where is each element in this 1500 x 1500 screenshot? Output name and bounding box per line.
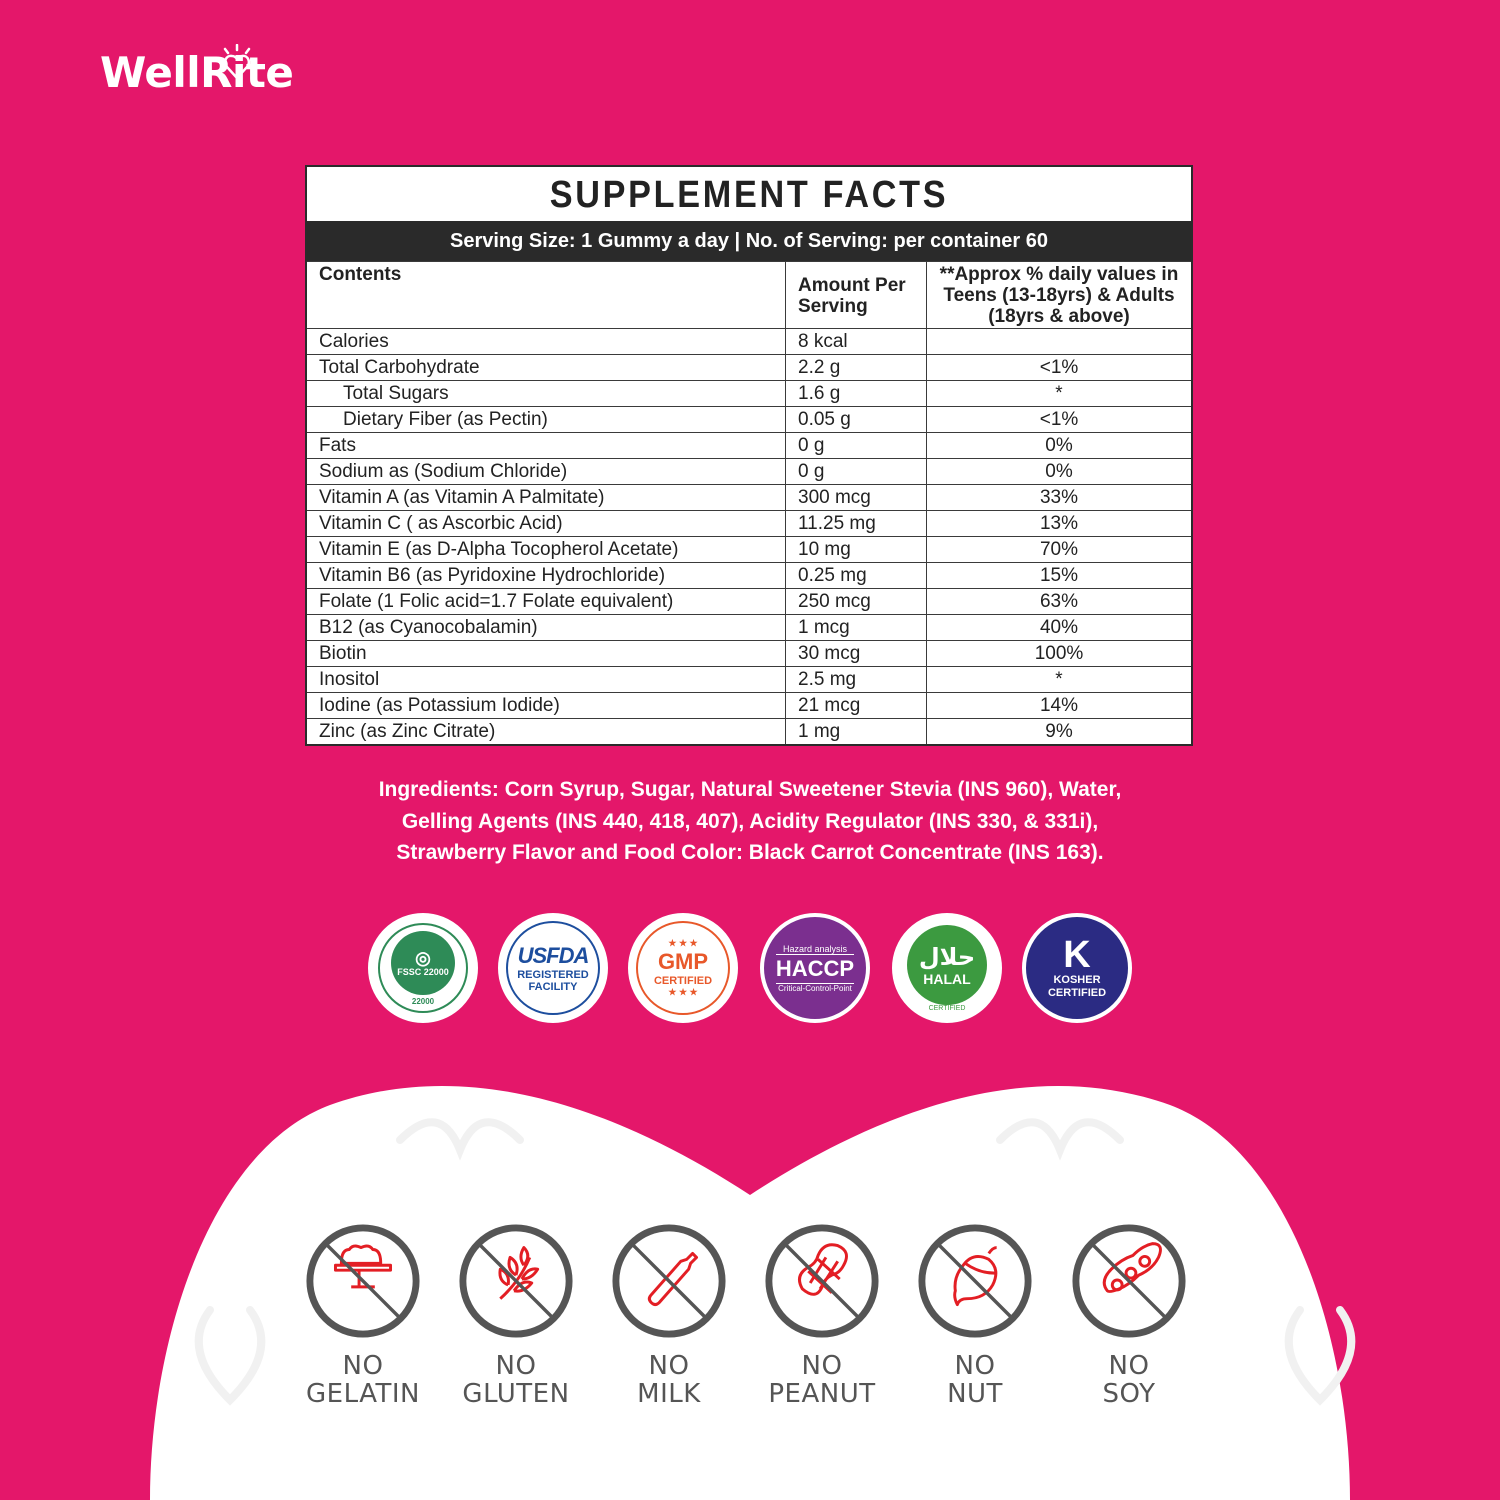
- allergen-label-line1: NO: [495, 1351, 537, 1381]
- nutrient-amount: 1.6 g: [786, 381, 927, 407]
- allergen-label-line2: PEANUT: [768, 1379, 876, 1409]
- kosher-badge: K KOSHER CERTIFIED: [1022, 913, 1132, 1023]
- allergen-item-nut: [910, 1222, 1040, 1408]
- nutrient-name: Vitamin C ( as Ascorbic Acid): [307, 511, 786, 537]
- star-icon: ★ ★ ★: [668, 938, 698, 948]
- table-row: [307, 563, 1191, 589]
- table-row: [307, 719, 1191, 745]
- allergen-label-line2: SOY: [1102, 1379, 1156, 1409]
- halal-badge: حلال HALAL CERTIFIED: [892, 913, 1002, 1023]
- allergen-label-line2: MILK: [637, 1379, 701, 1409]
- star-icon: ★ ★ ★: [668, 987, 698, 997]
- nutrient-amount: 300 mcg: [786, 485, 927, 511]
- nutrient-daily-value: *: [927, 381, 1192, 407]
- nutrient-daily-value: <1%: [927, 407, 1192, 433]
- nutrient-daily-value: 14%: [927, 693, 1192, 719]
- table-row: [307, 693, 1191, 719]
- allergen-label-line2: GELATIN: [306, 1379, 420, 1409]
- allergen-label-line1: NO: [648, 1351, 690, 1381]
- nutrient-name: Vitamin B6 (as Pyridoxine Hydrochloride): [307, 563, 786, 589]
- table-row: [307, 615, 1191, 641]
- nutrient-amount: 0 g: [786, 433, 927, 459]
- header-daily-value: **Approx % daily values in Teens (13-18yrs) & Adults (18yrs & above): [927, 262, 1192, 329]
- no-milk-icon: [610, 1222, 728, 1340]
- certification-badges: [368, 913, 1134, 1025]
- nutrient-name: B12 (as Cyanocobalamin): [307, 615, 786, 641]
- nutrient-amount: 8 kcal: [786, 329, 927, 355]
- nutrient-daily-value: <1%: [927, 355, 1192, 381]
- nutrient-daily-value: [927, 329, 1192, 355]
- ingredients-line: Strawberry Flavor and Food Color: Black Carrot Concentrate (INS 163).: [396, 841, 1104, 864]
- allergen-label-line1: NO: [801, 1351, 843, 1381]
- nutrient-daily-value: 13%: [927, 511, 1192, 537]
- allergen-item-gluten: [451, 1222, 581, 1408]
- nutrient-amount: 1 mg: [786, 719, 927, 745]
- nutrient-amount: 2.5 mg: [786, 667, 927, 693]
- haccp-badge: Hazard analysis HACCP Critical-Control-Point: [760, 913, 870, 1023]
- table-header-row: [307, 262, 1191, 329]
- no-soy-icon: [1070, 1222, 1188, 1340]
- no-gluten-icon: [457, 1222, 575, 1340]
- table-row: [307, 329, 1191, 355]
- allergen-label-line1: NO: [342, 1351, 384, 1381]
- nutrient-amount: 1 mcg: [786, 615, 927, 641]
- nutrient-name: Folate (1 Folic acid=1.7 Folate equivalent): [307, 589, 786, 615]
- table-row: [307, 641, 1191, 667]
- gmp-badge: ★ ★ ★ GMP CERTIFIED ★ ★ ★: [628, 913, 738, 1023]
- fssc-badge: ◎ FSSC 22000 22000: [368, 913, 478, 1023]
- nutrient-daily-value: 9%: [927, 719, 1192, 745]
- leaf-globe-icon: ◎: [415, 947, 431, 968]
- table-row: [307, 381, 1191, 407]
- supplement-facts-panel: [305, 165, 1193, 746]
- allergen-item-milk: [604, 1222, 734, 1408]
- nutrient-amount: 10 mg: [786, 537, 927, 563]
- allergen-label-line1: NO: [1108, 1351, 1150, 1381]
- nutrient-daily-value: 0%: [927, 433, 1192, 459]
- table-row: [307, 589, 1191, 615]
- nutrient-amount: 21 mcg: [786, 693, 927, 719]
- facts-title: SUPPLEMENT FACTS: [549, 174, 949, 216]
- no-gelatin-icon: [304, 1222, 422, 1340]
- header-contents: Contents: [307, 262, 786, 329]
- nutrient-amount: 0 g: [786, 459, 927, 485]
- brand-name: WellRite: [100, 48, 294, 97]
- nutrient-name: Calories: [307, 329, 786, 355]
- heart-sparkle-icon: [214, 44, 260, 84]
- table-row: [307, 667, 1191, 693]
- serving-size-bar: Serving Size: 1 Gummy a day | No. of Serving: per container 60: [307, 221, 1191, 261]
- nutrient-daily-value: 70%: [927, 537, 1192, 563]
- nutrient-name: Vitamin E (as D-Alpha Tocopherol Acetate): [307, 537, 786, 563]
- table-row: [307, 537, 1191, 563]
- nutrient-name: Total Sugars: [307, 381, 786, 407]
- allergen-label-line1: NO: [954, 1351, 996, 1381]
- nutrient-name: Vitamin A (as Vitamin A Palmitate): [307, 485, 786, 511]
- table-row: [307, 407, 1191, 433]
- table-row: [307, 511, 1191, 537]
- allergen-label-line2: GLUTEN: [462, 1379, 570, 1409]
- nutrient-name: Iodine (as Potassium Iodide): [307, 693, 786, 719]
- table-row: [307, 459, 1191, 485]
- nutrient-daily-value: *: [927, 667, 1192, 693]
- header-amount: Amount Per Serving: [786, 262, 927, 329]
- table-row: [307, 485, 1191, 511]
- nutrition-table: [307, 261, 1191, 744]
- nutrient-name: Total Carbohydrate: [307, 355, 786, 381]
- usfda-badge: USFDA REGISTERED FACILITY: [498, 913, 608, 1023]
- nutrient-amount: 250 mcg: [786, 589, 927, 615]
- nutrient-name: Biotin: [307, 641, 786, 667]
- brand-logo: [100, 48, 293, 97]
- nutrient-amount: 11.25 mg: [786, 511, 927, 537]
- nutrient-daily-value: 40%: [927, 615, 1192, 641]
- allergen-item-soy: [1064, 1222, 1194, 1408]
- nutrient-daily-value: 15%: [927, 563, 1192, 589]
- allergen-label-line2: NUT: [947, 1379, 1003, 1409]
- nutrient-name: Inositol: [307, 667, 786, 693]
- nutrient-daily-value: 0%: [927, 459, 1192, 485]
- nutrient-name: Zinc (as Zinc Citrate): [307, 719, 786, 745]
- nutrient-name: Sodium as (Sodium Chloride): [307, 459, 786, 485]
- nutrient-amount: 2.2 g: [786, 355, 927, 381]
- table-row: [307, 433, 1191, 459]
- no-peanut-icon: [763, 1222, 881, 1340]
- no-nut-icon: [916, 1222, 1034, 1340]
- ingredients-line: Ingredients: Corn Syrup, Sugar, Natural Sweetener Stevia (INS 960), Water,: [378, 778, 1122, 801]
- allergen-free-list: [300, 1222, 1200, 1422]
- table-row: [307, 355, 1191, 381]
- nutrient-amount: 0.05 g: [786, 407, 927, 433]
- ingredients-text: [300, 774, 1200, 869]
- nutrient-amount: 0.25 mg: [786, 563, 927, 589]
- ingredients-line: Gelling Agents (INS 440, 418, 407), Acidity Regulator (INS 330, & 331i),: [401, 809, 1099, 833]
- nutrient-name: Dietary Fiber (as Pectin): [307, 407, 786, 433]
- allergen-item-peanut: [757, 1222, 887, 1408]
- nutrient-daily-value: 100%: [927, 641, 1192, 667]
- nutrient-daily-value: 33%: [927, 485, 1192, 511]
- nutrient-daily-value: 63%: [927, 589, 1192, 615]
- allergen-item-gelatin: [298, 1222, 428, 1408]
- nutrient-amount: 30 mcg: [786, 641, 927, 667]
- nutrient-name: Fats: [307, 433, 786, 459]
